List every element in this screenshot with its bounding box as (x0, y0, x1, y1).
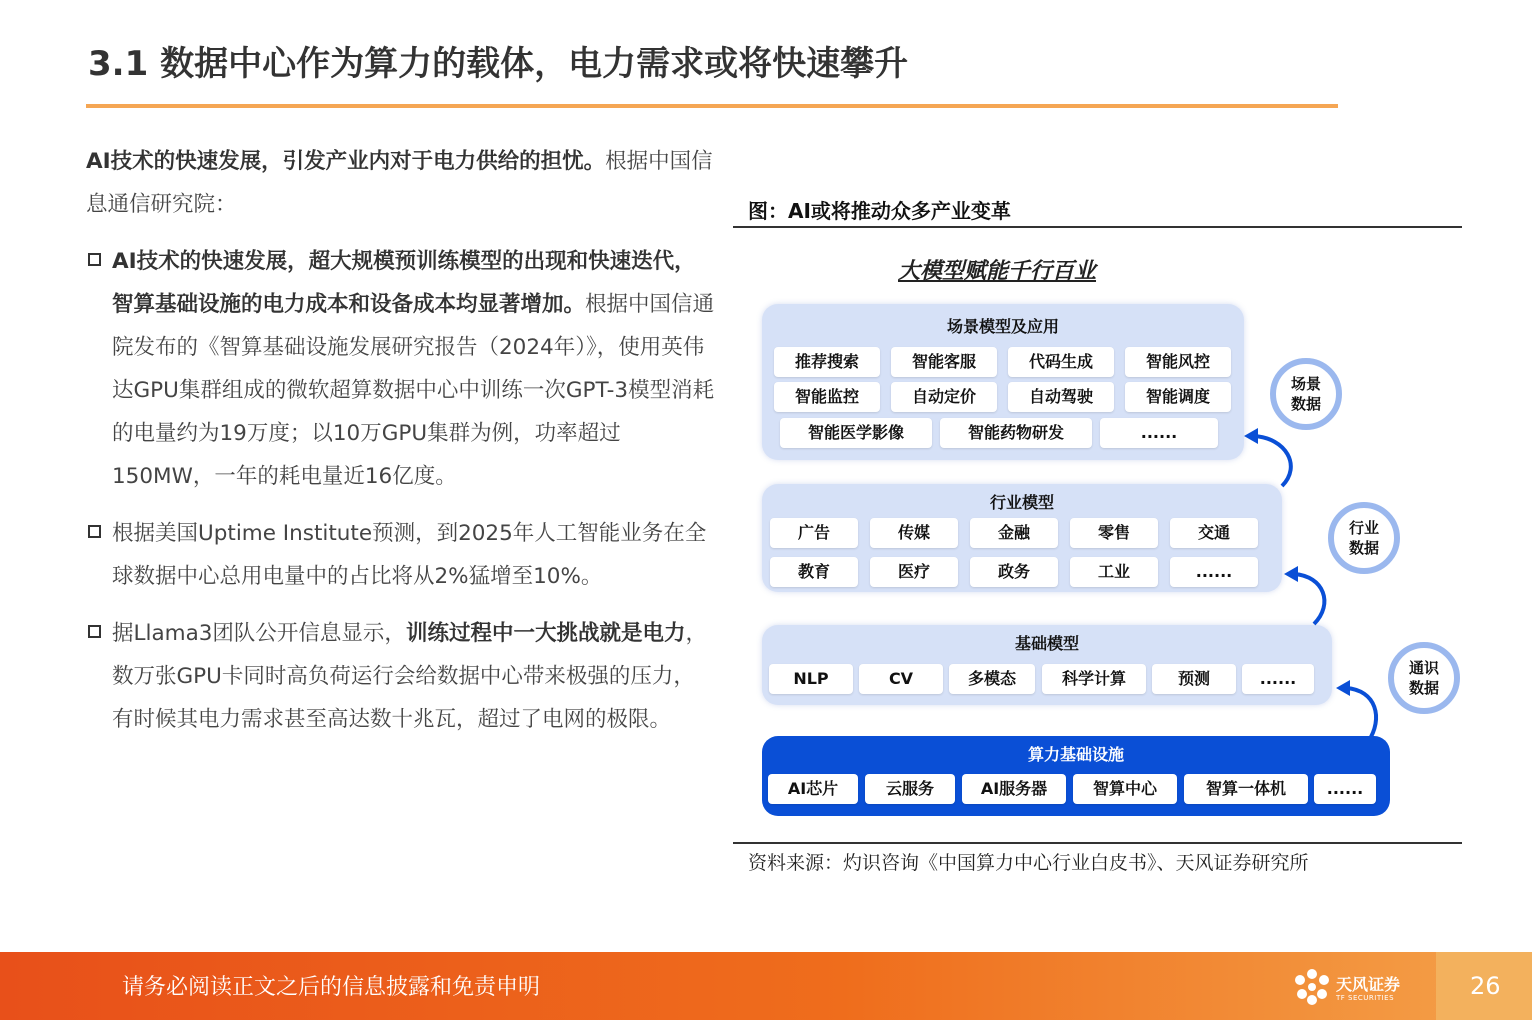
page-number: 26 (1470, 972, 1501, 1000)
chip: 智能药物研发 (940, 418, 1092, 448)
bullet-3-pre: 据Llama3团队公开信息显示， (112, 621, 406, 646)
checkbox-bullet-icon (88, 625, 101, 638)
layer-title: 基础模型 (1014, 634, 1079, 653)
chip: 自动驾驶 (1008, 382, 1114, 412)
circle-line: 行业 (1348, 519, 1379, 537)
chip: 智能医学影像 (780, 418, 932, 448)
circle-line: 数据 (1408, 679, 1439, 697)
bullet-1-rest: 根据中国信通院发布的《智算基础设施发展研究报告（2024年）》，使用英伟达GPU集群组成的微软超算数据中心中训练一次GPT-3模型消耗的电量约为19万度；以10万GPU集群为例，功率超过150MW，一年的耗电量近16亿度。 (112, 292, 715, 489)
chip: 零售 (1070, 518, 1158, 548)
chip: 传媒 (870, 518, 958, 548)
chip: ...... (1314, 774, 1376, 804)
chip: 工业 (1070, 557, 1158, 587)
figure-top-rule (733, 226, 1462, 228)
layer-compute-infrastructure (762, 736, 1390, 816)
chip: ...... (1100, 418, 1218, 448)
page-title: 3.1 数据中心作为算力的载体，电力需求或将快速攀升 (88, 44, 909, 84)
layer-scene-models (762, 304, 1244, 460)
bullet-1-bold: AI技术的快速发展，超大规模预训练模型的出现和快速迭代，智算基础设施的电力成本和设备成本均显著增加。 (112, 249, 696, 317)
chip: 多模态 (949, 664, 1035, 694)
intro-paragraph (86, 140, 716, 226)
circle-line: 场景 (1290, 375, 1321, 393)
layer-title: 场景模型及应用 (946, 317, 1059, 336)
curved-arrow-icon (1332, 676, 1402, 746)
circle-line: 数据 (1290, 395, 1321, 413)
bullet-1 (86, 240, 716, 498)
bullet-3-bold: 训练过程中一大挑战就是电力 (405, 621, 686, 646)
chip: 智算一体机 (1184, 774, 1308, 804)
curved-arrow-icon (1280, 560, 1350, 630)
chip: CV (859, 664, 943, 694)
circle-line: 数据 (1348, 539, 1379, 557)
left-text-column (86, 140, 716, 741)
chip: 推荐搜索 (774, 347, 880, 377)
chip: 广告 (770, 518, 858, 548)
layer-title: 算力基础设施 (1027, 745, 1124, 764)
bullet-2 (86, 512, 716, 598)
checkbox-bullet-icon (88, 253, 101, 266)
chip: 自动定价 (891, 382, 997, 412)
chip: 智能风控 (1125, 347, 1231, 377)
tf-securities-logo-icon (1290, 966, 1334, 1008)
chip: 预测 (1152, 664, 1236, 694)
figure-caption: 图：AI或将推动众多产业变革 (748, 199, 1011, 223)
layer-foundation-models (762, 625, 1332, 705)
chip: 科学计算 (1042, 664, 1146, 694)
chip: AI服务器 (962, 774, 1066, 804)
chip: 医疗 (870, 557, 958, 587)
diagram-title: 大模型赋能千行百业 (898, 258, 1097, 284)
intro-rest: 根据中国信息通信研究院： (86, 149, 713, 217)
chip: 智能调度 (1125, 382, 1231, 412)
bullet-3-rest: ，数万张GPU卡同时高负荷运行会给数据中心带来极强的压力，有时候其电力需求甚至高达数十兆瓦，超过了电网的极限。 (112, 621, 707, 732)
layer-title: 行业模型 (989, 493, 1054, 512)
chip: ...... (1170, 557, 1258, 587)
logo-name: 天风证券 (1336, 975, 1401, 994)
title-divider (86, 104, 1338, 108)
chip: NLP (769, 664, 853, 694)
logo-subtitle: TF SECURITIES (1336, 994, 1395, 1002)
chip: 智能客服 (891, 347, 997, 377)
chip: 代码生成 (1008, 347, 1114, 377)
chip: ...... (1242, 664, 1314, 694)
chip: 教育 (770, 557, 858, 587)
footer-disclaimer: 请务必阅读正文之后的信息披露和免责申明 (122, 975, 541, 1000)
bullet-2-text: 根据美国Uptime Institute预测，到2025年人工智能业务在全球数据中心总用电量中的占比将从2%猛增至10%。 (112, 521, 707, 589)
layer-industry-models (762, 484, 1282, 592)
bullet-3 (86, 612, 716, 741)
chip: 云服务 (865, 774, 955, 804)
chip: AI芯片 (768, 774, 858, 804)
chip: 智算中心 (1073, 774, 1177, 804)
checkbox-bullet-icon (88, 525, 101, 538)
chip: 智能监控 (774, 382, 880, 412)
chip: 交通 (1170, 518, 1258, 548)
figure-bottom-rule (733, 842, 1462, 844)
circle-line: 通识 (1408, 659, 1439, 677)
intro-bold: AI技术的快速发展，引发产业内对于电力供给的担忧。 (86, 149, 606, 174)
chip: 政务 (970, 557, 1058, 587)
figure-source: 资料来源：灼识咨询《中国算力中心行业白皮书》、天风证券研究所 (748, 852, 1309, 874)
chip: 金融 (970, 518, 1058, 548)
curved-arrow-icon (1240, 420, 1310, 490)
